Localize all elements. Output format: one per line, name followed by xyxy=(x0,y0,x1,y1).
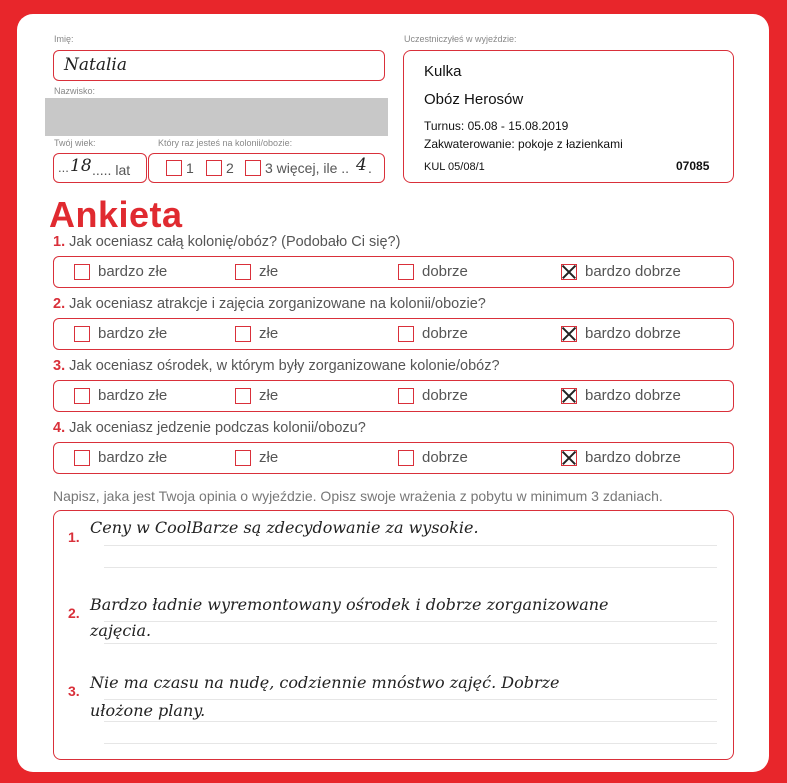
question-3-checkbox-good[interactable] xyxy=(398,388,414,404)
question-2-option-very-good: bardzo dobrze xyxy=(585,325,681,342)
age-prefix: ... xyxy=(58,160,69,175)
question-4-label: Jak oceniasz jedzenie podczas kolonii/obozu? xyxy=(69,420,366,436)
question-1-checkbox-bad[interactable] xyxy=(235,264,251,280)
opinion-1-number: 1. xyxy=(68,529,80,545)
opinion-2-line-2: zajęcia. xyxy=(90,621,152,640)
question-3-number: 3. xyxy=(53,358,66,374)
question-4-option-good: dobrze xyxy=(422,449,468,466)
question-1-options xyxy=(53,256,734,288)
question-2-option-good: dobrze xyxy=(422,325,468,342)
question-4-checkbox-good[interactable] xyxy=(398,450,414,466)
question-2-option-very-bad: bardzo złe xyxy=(98,325,168,342)
question-1-label: Jak oceniasz całą kolonię/obóz? (Podobało Ci się?) xyxy=(69,234,401,250)
question-4-option-very-good: bardzo dobrze xyxy=(585,449,681,466)
trip-number: 07085 xyxy=(676,159,710,173)
question-1-text xyxy=(53,234,400,250)
question-3-text xyxy=(53,358,500,374)
name-label: Imię: xyxy=(54,34,74,44)
question-3-checkbox-very-bad[interactable] xyxy=(74,388,90,404)
times-option-1: 1 xyxy=(186,160,194,176)
survey-sheet xyxy=(17,14,769,772)
times-option-3: 3 więcej, ile .. xyxy=(265,160,350,176)
opinion-3-line-2: ułożone plany. xyxy=(90,701,206,720)
question-2-checkbox-good[interactable] xyxy=(398,326,414,342)
question-4-option-very-bad: bardzo złe xyxy=(98,449,168,466)
question-1-option-good: dobrze xyxy=(422,263,468,280)
question-3-checkbox-bad[interactable] xyxy=(235,388,251,404)
question-4-checkbox-very-bad[interactable] xyxy=(74,450,90,466)
question-4-text xyxy=(53,420,366,436)
trip-card xyxy=(403,50,734,183)
age-unit: ..... lat xyxy=(92,162,131,178)
which-time-label: Który raz jesteś na kolonii/obozie: xyxy=(158,138,293,148)
trip-turnus: Turnus: 05.08 - 15.08.2019 xyxy=(424,119,569,133)
page-title: Ankieta xyxy=(49,194,183,235)
times-option-2: 2 xyxy=(226,160,234,176)
question-4-number: 4. xyxy=(53,420,66,436)
question-1-number: 1. xyxy=(53,234,66,250)
question-4-checkbox-bad[interactable] xyxy=(235,450,251,466)
question-2-option-bad: złe xyxy=(259,325,279,342)
age-field[interactable] xyxy=(53,153,147,183)
opinion-box[interactable] xyxy=(53,510,734,760)
times-checkbox-2[interactable] xyxy=(206,160,222,176)
opinion-2-number: 2. xyxy=(68,605,80,621)
opinion-prompt: Napisz, jaka jest Twoja opinia o wyjeździe. Opisz swoje wrażenia z pobytu w minimum 3 zdaniach. xyxy=(53,488,663,504)
question-1-option-very-bad: bardzo złe xyxy=(98,263,168,280)
participant-label: Uczestniczyłeś w wyjeździe: xyxy=(404,34,517,44)
question-4-option-bad: złe xyxy=(259,449,279,466)
age-label: Twój wiek: xyxy=(54,138,96,148)
times-checkbox-1[interactable] xyxy=(166,160,182,176)
name-value: Natalia xyxy=(64,55,127,75)
age-value: 18 xyxy=(70,156,92,176)
question-2-options xyxy=(53,318,734,350)
times-value: 4 xyxy=(356,155,367,175)
times-suffix: . xyxy=(368,160,372,176)
question-1-checkbox-very-bad[interactable] xyxy=(74,264,90,280)
opinion-2-line-1: Bardzo ładnie wyremontowany ośrodek i dobrze zorganizowane xyxy=(90,595,609,614)
trip-line1: Kulka xyxy=(424,63,462,80)
question-1-option-very-good: bardzo dobrze xyxy=(585,263,681,280)
opinion-3-line-1: Nie ma czasu na nudę, codziennie mnóstwo zajęć. Dobrze xyxy=(90,673,560,692)
question-3-option-bad: złe xyxy=(259,387,279,404)
question-3-option-very-good: bardzo dobrze xyxy=(585,387,681,404)
trip-line2: Obóz Herosów xyxy=(424,91,524,108)
trip-accommodation: Zakwaterowanie: pokoje z łazienkami xyxy=(424,137,623,151)
question-2-checkbox-bad[interactable] xyxy=(235,326,251,342)
question-3-option-good: dobrze xyxy=(422,387,468,404)
question-2-number: 2. xyxy=(53,296,66,312)
question-1-checkbox-good[interactable] xyxy=(398,264,414,280)
question-3-option-very-bad: bardzo złe xyxy=(98,387,168,404)
question-2-checkbox-very-bad[interactable] xyxy=(74,326,90,342)
question-2-text xyxy=(53,296,486,312)
opinion-1-line-1: Ceny w CoolBarze są zdecydowanie za wysokie. xyxy=(90,518,479,537)
trip-code: KUL 05/08/1 xyxy=(424,161,485,173)
surname-redacted xyxy=(45,98,388,136)
which-time-field xyxy=(148,153,385,183)
question-1-checkbox-very-good[interactable] xyxy=(561,264,577,280)
question-3-options xyxy=(53,380,734,412)
question-1-option-bad: złe xyxy=(259,263,279,280)
question-2-checkbox-very-good[interactable] xyxy=(561,326,577,342)
surname-label: Nazwisko: xyxy=(54,86,96,96)
name-field[interactable] xyxy=(53,50,385,81)
question-2-label: Jak oceniasz atrakcje i zajęcia zorganizowane na kolonii/obozie? xyxy=(69,296,486,312)
opinion-3-number: 3. xyxy=(68,683,80,699)
question-4-options xyxy=(53,442,734,474)
times-checkbox-3[interactable] xyxy=(245,160,261,176)
question-3-label: Jak oceniasz ośrodek, w którym były zorganizowane kolonie/obóz? xyxy=(69,358,500,374)
question-4-checkbox-very-good[interactable] xyxy=(561,450,577,466)
question-3-checkbox-very-good[interactable] xyxy=(561,388,577,404)
